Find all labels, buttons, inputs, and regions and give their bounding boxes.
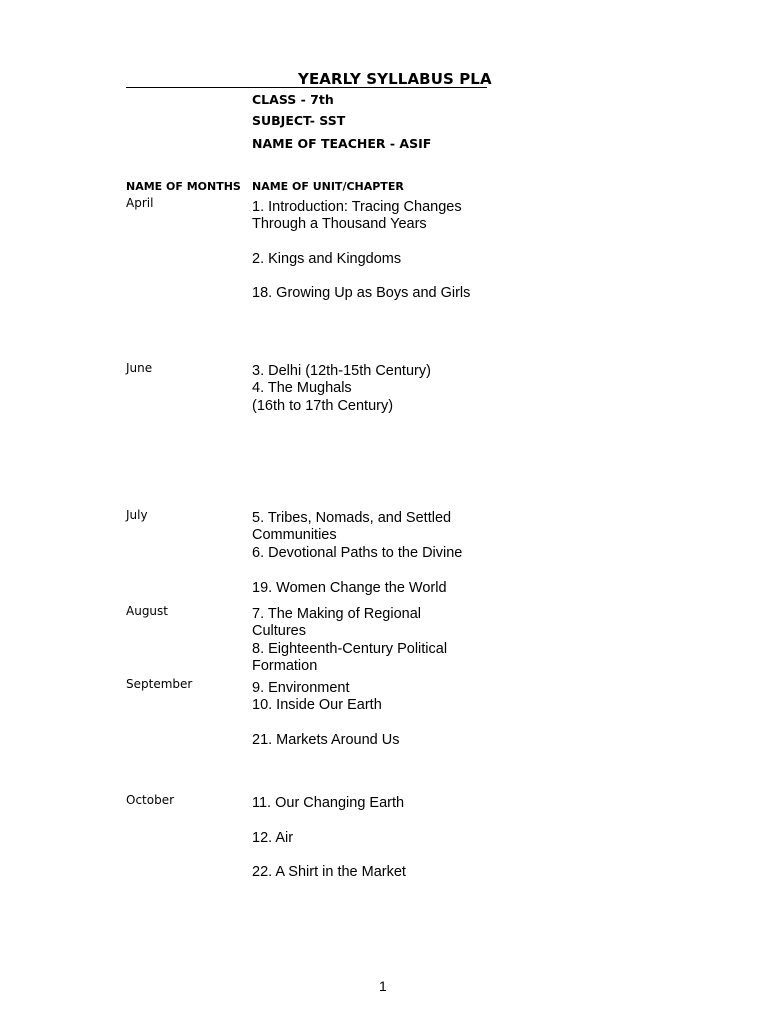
units-column-header: NAME OF UNIT/CHAPTER	[252, 180, 404, 193]
chapter-line: 2. Kings and Kingdoms	[252, 251, 402, 267]
chapter-line: 10. Inside Our Earth	[252, 697, 382, 713]
chapter-line: 5. Tribes, Nomads, and Settled	[252, 510, 452, 526]
chapter-line: 8. Eighteenth-Century Political	[252, 641, 448, 657]
page-number: 1	[379, 978, 387, 994]
chapter-line: 19. Women Change the World	[252, 580, 447, 596]
chapter-line: Cultures	[252, 623, 306, 639]
class-label: CLASS - 7th	[252, 92, 334, 107]
month-june: June	[126, 361, 153, 375]
chapter-line: 3. Delhi (12th-15th Century)	[252, 363, 431, 379]
chapter-line: 18. Growing Up as Boys and Girls	[252, 285, 471, 301]
month-august: August	[126, 604, 168, 618]
month-october: October	[126, 793, 175, 807]
chapter-line: 4. The Mughals	[252, 380, 352, 396]
teacher-label: NAME OF TEACHER - ASIF	[252, 136, 432, 151]
chapter-line: 1. Introduction: Tracing Changes	[252, 199, 462, 215]
month-september: September	[126, 677, 193, 691]
document-title: YEARLY SYLLABUS PLA	[298, 70, 492, 88]
chapter-line: Through a Thousand Years	[252, 216, 427, 232]
chapter-line: Communities	[252, 527, 337, 543]
chapter-line: 7. The Making of Regional	[252, 606, 422, 622]
chapter-line: 9. Environment	[252, 680, 350, 696]
chapter-line: 22. A Shirt in the Market	[252, 864, 406, 880]
chapter-line: 6. Devotional Paths to the Divine	[252, 545, 463, 561]
month-april: April	[126, 196, 154, 210]
chapter-line: 21. Markets Around Us	[252, 732, 400, 748]
chapter-line: 12. Air	[252, 830, 294, 846]
chapter-line: (16th to 17th Century)	[252, 398, 394, 414]
chapter-line: 11. Our Changing Earth	[252, 795, 405, 811]
chapter-line: Formation	[252, 658, 318, 674]
month-july: July	[126, 508, 148, 522]
subject-label: SUBJECT- SST	[252, 113, 346, 128]
months-column-header: NAME OF MONTHS	[126, 180, 241, 193]
